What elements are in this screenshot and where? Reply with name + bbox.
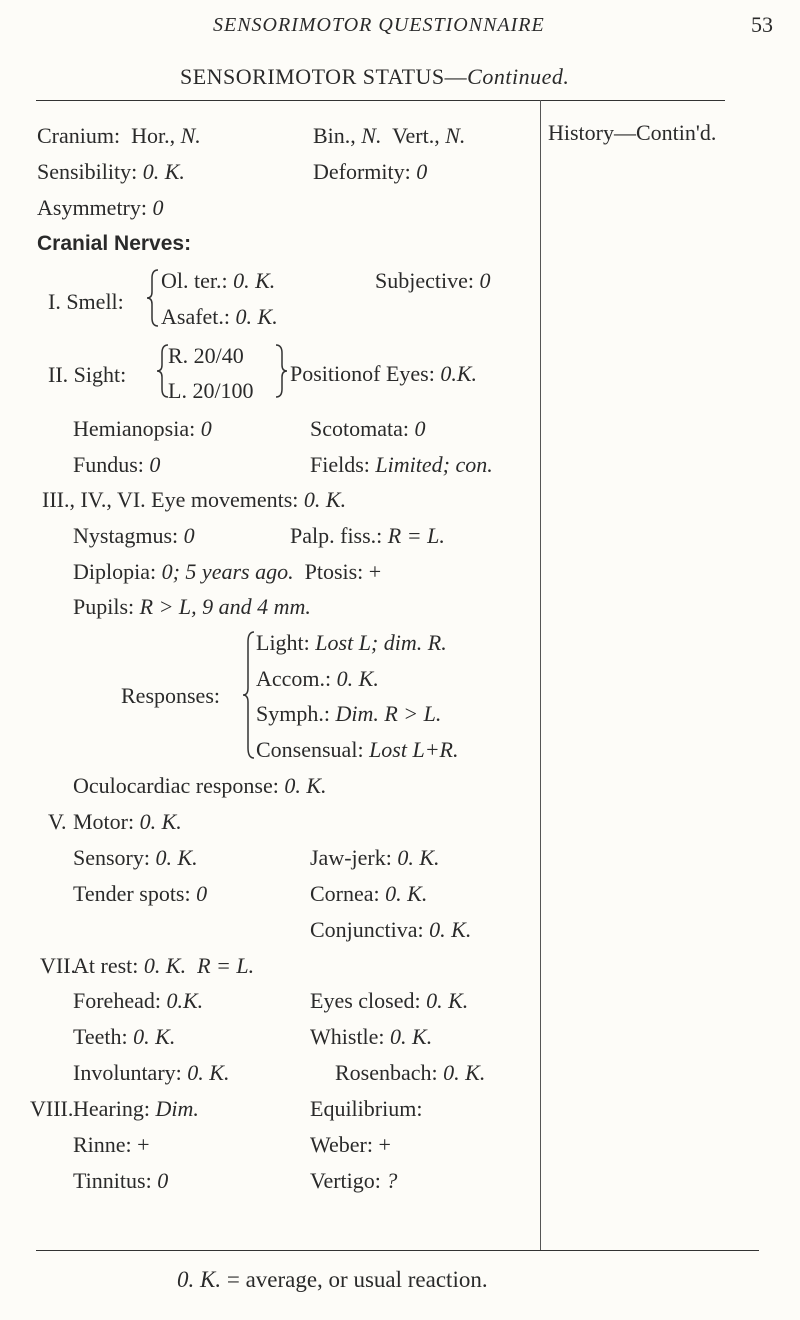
smell-label: I. Smell: [48, 289, 124, 314]
vertigo-row [310, 1168, 397, 1194]
weber-row [310, 1132, 391, 1158]
fields-row [310, 452, 493, 478]
eye-movements-value: 0. K. [303, 487, 347, 512]
rosenbach-value: 0. K. [443, 1060, 486, 1085]
hearing-label: Hearing: [73, 1096, 150, 1121]
involuntary-row [73, 1060, 229, 1086]
oculocardiac-value: 0. K. [284, 773, 327, 798]
ol-ter-row [161, 268, 275, 294]
bin-label: Bin., [313, 123, 356, 148]
hemianopsia-value: 0 [200, 416, 212, 441]
rosenbach-row [335, 1060, 485, 1086]
consensual-value: Lost L+R. [369, 737, 459, 762]
rinne-label: Rinne: [73, 1132, 132, 1157]
ptosis-value: + [368, 559, 382, 584]
teeth-value: 0. K. [133, 1024, 176, 1049]
tinnitus-label: Tinnitus: [73, 1168, 152, 1193]
asafet-label: Asafet.: [161, 304, 231, 329]
teeth-row [73, 1024, 175, 1050]
bottom-rule [36, 1250, 759, 1251]
jaw-jerk-value: 0. K. [397, 845, 440, 870]
involuntary-label: Involuntary: [73, 1060, 182, 1085]
column-divider [540, 100, 541, 1250]
jaw-jerk-row [310, 845, 440, 871]
cornea-value: 0. K. [385, 881, 428, 906]
diplopia-row [73, 559, 381, 585]
diplopia-value: 0; 5 years ago. [161, 559, 294, 584]
sight-label: II. Sight: [48, 362, 127, 387]
consensual-label: Consensual: [256, 737, 364, 762]
weber-value: + [378, 1132, 391, 1157]
bin-vert-row [313, 123, 465, 149]
fields-label: Fields: [310, 452, 370, 477]
light-label: Light: [256, 630, 310, 655]
equilibrium-row [310, 1096, 422, 1122]
bin-value: N. [361, 123, 382, 148]
forehead-value: 0.K. [166, 988, 204, 1013]
nerve-vii-number: VII. [40, 953, 77, 978]
page-title [180, 64, 569, 90]
sight-left-eye: L. 20/100 [168, 378, 254, 403]
sensibility-row [37, 159, 185, 185]
oculocardiac-label: Oculocardiac response: [73, 773, 279, 798]
at-rest-label: At rest: [73, 953, 139, 978]
ol-ter-value: 0. K. [233, 268, 276, 293]
position-of-eyes-label: Positionof Eyes: [290, 361, 435, 386]
hearing-value: Dim. [155, 1096, 199, 1121]
asymmetry-row [37, 195, 164, 221]
vert-label: Vert., [392, 123, 440, 148]
eyes-closed-label: Eyes closed: [310, 988, 421, 1013]
rosenbach-label: Rosenbach: [335, 1060, 438, 1085]
fundus-row [73, 452, 160, 478]
whistle-row [310, 1024, 432, 1050]
palp-fiss-value: R = L. [387, 523, 445, 548]
pupils-value: R > L, 9 and 4 mm. [139, 594, 311, 619]
conjunctiva-value: 0. K. [429, 917, 472, 942]
fundus-label: Fundus: [73, 452, 144, 477]
pupils-label: Pupils: [73, 594, 135, 619]
cornea-row [310, 881, 427, 907]
sensory-value: 0. K. [155, 845, 198, 870]
deformity-row [313, 159, 427, 185]
palp-fiss-label: Palp. fiss.: [290, 523, 383, 548]
vert-value: N. [445, 123, 466, 148]
equilibrium-label: Equilibrium: [310, 1096, 423, 1121]
vertigo-label: Vertigo: [310, 1168, 381, 1193]
fields-value: Limited; con. [375, 452, 493, 477]
motor-row [73, 809, 182, 835]
cranial-nerves-heading: Cranial Nerves: [37, 232, 192, 255]
light-row [256, 630, 447, 656]
smell-brace [146, 268, 160, 328]
rinne-value: + [137, 1132, 150, 1157]
position-of-eyes-row [290, 361, 477, 387]
accom-label: Accom.: [256, 666, 332, 691]
sight-right-eye: R. 20/40 [168, 343, 244, 368]
footnote [177, 1267, 488, 1293]
accom-row [256, 666, 379, 692]
palp-fiss-row [290, 523, 445, 549]
tender-spots-row [73, 881, 207, 907]
asymmetry-value: 0 [152, 195, 164, 220]
sensibility-label: Sensibility: [37, 159, 138, 184]
hemianopsia-row [73, 416, 212, 442]
position-of-eyes-value: 0.K. [440, 361, 478, 386]
teeth-label: Teeth: [73, 1024, 128, 1049]
forehead-row [73, 988, 203, 1014]
weber-label: Weber: [310, 1132, 373, 1157]
sight-right-brace [274, 343, 288, 399]
page-number: 53 [751, 12, 773, 37]
nerve-v-number: V. [48, 809, 67, 834]
jaw-jerk-label: Jaw-jerk: [310, 845, 392, 870]
diplopia-label: Diplopia: [73, 559, 157, 584]
deformity-value: 0 [416, 159, 428, 184]
asafet-row [161, 304, 278, 330]
subjective-label: Subjective: [375, 268, 474, 293]
oculocardiac-row [73, 773, 327, 799]
cranium-row [37, 123, 201, 149]
tender-spots-label: Tender spots: [73, 881, 191, 906]
whistle-value: 0. K. [390, 1024, 433, 1049]
vertigo-value: ? [386, 1168, 398, 1193]
title-continued: Continued. [467, 64, 570, 89]
consensual-row [256, 737, 459, 763]
ol-ter-label: Ol. ter.: [161, 268, 228, 293]
involuntary-value: 0. K. [187, 1060, 230, 1085]
history-label: History—Contin'd. [548, 120, 717, 145]
responses-label: Responses: [121, 683, 220, 708]
nystagmus-label: Nystagmus: [73, 523, 179, 548]
hemianopsia-label: Hemianopsia: [73, 416, 196, 441]
asymmetry-label: Asymmetry: [37, 195, 147, 220]
fundus-value: 0 [149, 452, 161, 477]
footnote-text: = average, or usual reaction. [226, 1267, 488, 1292]
rinne-row [73, 1132, 150, 1158]
conjunctiva-row [310, 917, 471, 943]
tinnitus-row [73, 1168, 168, 1194]
ptosis-label: Ptosis: [304, 559, 364, 584]
responses-brace [242, 630, 256, 760]
at-rest-value: 0. K. [143, 953, 187, 978]
conjunctiva-label: Conjunctiva: [310, 917, 424, 942]
eye-movements-row [42, 487, 346, 513]
at-rest-symmetry: R = L. [197, 953, 255, 978]
motor-value: 0. K. [139, 809, 182, 834]
cranium-label: Cranium: [37, 123, 121, 148]
sensory-label: Sensory: [73, 845, 150, 870]
motor-label: Motor: [73, 809, 135, 834]
nerve-viii-number: VIII. [30, 1096, 74, 1121]
asafet-value: 0. K. [235, 304, 278, 329]
scotomata-label: Scotomata: [310, 416, 409, 441]
tinnitus-value: 0 [157, 1168, 169, 1193]
whistle-label: Whistle: [310, 1024, 385, 1049]
eyes-closed-value: 0. K. [426, 988, 469, 1013]
at-rest-row [73, 953, 254, 979]
tender-spots-value: 0 [196, 881, 208, 906]
accom-value: 0. K. [336, 666, 379, 691]
symph-value: Dim. R > L. [335, 701, 442, 726]
eyes-closed-row [310, 988, 468, 1014]
footnote-key: 0. K. [177, 1267, 222, 1292]
forehead-label: Forehead: [73, 988, 161, 1013]
scotomata-row [310, 416, 425, 442]
scotomata-value: 0 [414, 416, 426, 441]
cornea-label: Cornea: [310, 881, 380, 906]
top-rule [36, 100, 725, 101]
pupils-row [73, 594, 311, 620]
subjective-row [375, 268, 490, 294]
hearing-row [73, 1096, 199, 1122]
sensory-row [73, 845, 198, 871]
hor-value: N. [180, 123, 201, 148]
subjective-value: 0 [479, 268, 491, 293]
running-head: SENSORIMOTOR QUESTIONNAIRE [213, 14, 545, 36]
eye-movements-label: III., IV., VI. Eye movements: [42, 487, 299, 512]
hor-label: Hor., [131, 123, 176, 148]
nystagmus-row [73, 523, 195, 549]
nystagmus-value: 0 [183, 523, 195, 548]
symph-label: Symph.: [256, 701, 330, 726]
light-value: Lost L; dim. R. [315, 630, 447, 655]
symph-row [256, 701, 441, 727]
sensibility-value: 0. K. [142, 159, 185, 184]
title-main: SENSORIMOTOR STATUS— [180, 64, 468, 89]
deformity-label: Deformity: [313, 159, 411, 184]
